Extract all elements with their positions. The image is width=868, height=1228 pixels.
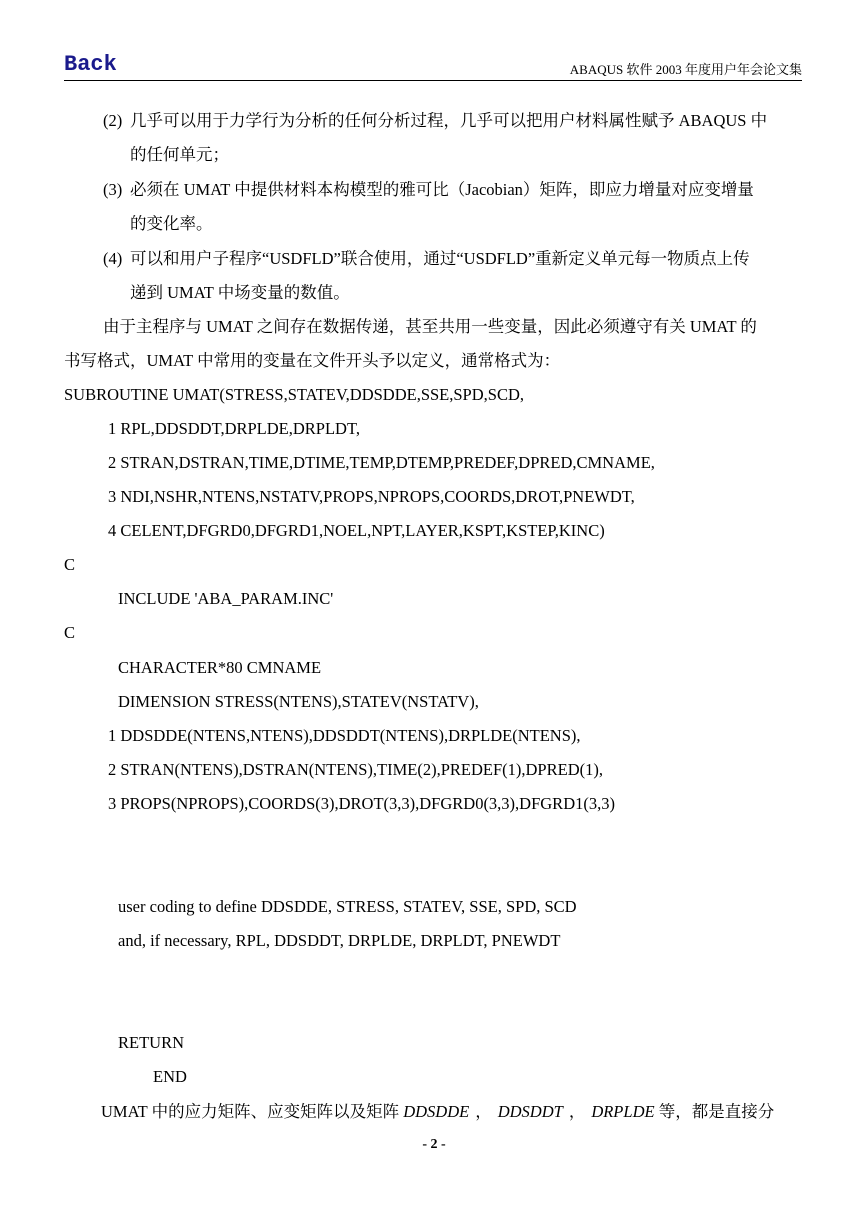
code-line: 4 CELENT,DFGRD0,DFGRD1,NOEL,NPT,LAYER,KSPT,KSTEP,KINC)	[108, 521, 605, 540]
separator: ，	[475, 1102, 492, 1121]
list-item-text: 的任何单元；	[130, 145, 229, 164]
list-item-text: 递到 UMAT 中场变量的数值。	[130, 283, 350, 302]
code-line: INCLUDE 'ABA_PARAM.INC'	[118, 589, 334, 608]
paragraph-line: 书写格式，UMAT 中常用的变量在文件开头予以定义，通常格式为：	[64, 351, 561, 370]
code-line: CHARACTER*80 CMNAME	[118, 658, 322, 677]
back-link[interactable]: Back	[64, 52, 117, 77]
code-line: RETURN	[118, 1033, 184, 1052]
code-line: 2 STRAN,DSTRAN,TIME,DTIME,TEMP,DTEMP,PREDEF,DPRED,CMNAME,	[108, 453, 655, 472]
code-line: 1 DDSDDE(NTENS,NTENS),DDSDDT(NTENS),DRPLDE(NTENS),	[108, 726, 581, 745]
list-item-text: 几乎可以用于力学行为分析的任何分析过程，几乎可以把用户材料属性赋予 ABAQUS 中	[130, 111, 768, 130]
paragraph-line: 由于主程序与 UMAT 之间存在数据传递，甚至共用一些变量，因此必须遵守有关 UMAT 的	[103, 317, 757, 336]
running-title: ABAQUS 软件 2003 年度用户年会论文集	[569, 62, 802, 77]
list-item-text: 的变化率。	[130, 214, 213, 233]
paragraph-text: 等，都是直接分	[654, 1102, 775, 1121]
code-line: DIMENSION STRESS(NTENS),STATEV(NSTATV),	[118, 692, 479, 711]
list-item-text: 可以和用户子程序“USDFLD”联合使用，通过“USDFLD”重新定义单元每一物质点上传	[130, 249, 750, 268]
code-line: user coding to define DDSDDE, STRESS, STATEV, SSE, SPD, SCD	[118, 897, 577, 916]
matrix-name: DRPLDE	[591, 1102, 655, 1121]
matrix-name: DDSDDE	[403, 1102, 470, 1121]
list-number: (2)	[103, 111, 123, 130]
page-number: - 2 -	[422, 1137, 446, 1152]
matrix-name: DDSDDT	[497, 1102, 563, 1121]
header-rule	[64, 80, 802, 81]
code-line: 1 RPL,DDSDDT,DRPLDE,DRPLDT,	[108, 419, 360, 438]
separator: ，	[568, 1102, 586, 1121]
code-line: 2 STRAN(NTENS),DSTRAN(NTENS),TIME(2),PREDEF(1),DPRED(1),	[108, 760, 603, 779]
list-item-text: 必须在 UMAT 中提供材料本构模型的雅可比（Jacobian）矩阵，即应力增量对应变增量	[130, 180, 754, 199]
paragraph-text: UMAT 中的应力矩阵、应变矩阵以及矩阵	[101, 1102, 404, 1121]
list-number: (4)	[103, 249, 123, 268]
paragraph-line	[101, 1101, 774, 1123]
code-line: C	[64, 623, 76, 642]
list-number: (3)	[103, 180, 123, 199]
code-line: C	[64, 555, 76, 574]
code-line: and, if necessary, RPL, DDSDDT, DRPLDE, DRPLDT, PNEWDT	[118, 931, 561, 950]
code-line: END	[153, 1067, 187, 1086]
code-line: SUBROUTINE UMAT(STRESS,STATEV,DDSDDE,SSE,SPD,SCD,	[64, 385, 525, 404]
code-line: 3 NDI,NSHR,NTENS,NSTATV,PROPS,NPROPS,COORDS,DROT,PNEWDT,	[108, 487, 635, 506]
code-line: 3 PROPS(NPROPS),COORDS(3),DROT(3,3),DFGRD0(3,3),DFGRD1(3,3)	[108, 794, 615, 813]
